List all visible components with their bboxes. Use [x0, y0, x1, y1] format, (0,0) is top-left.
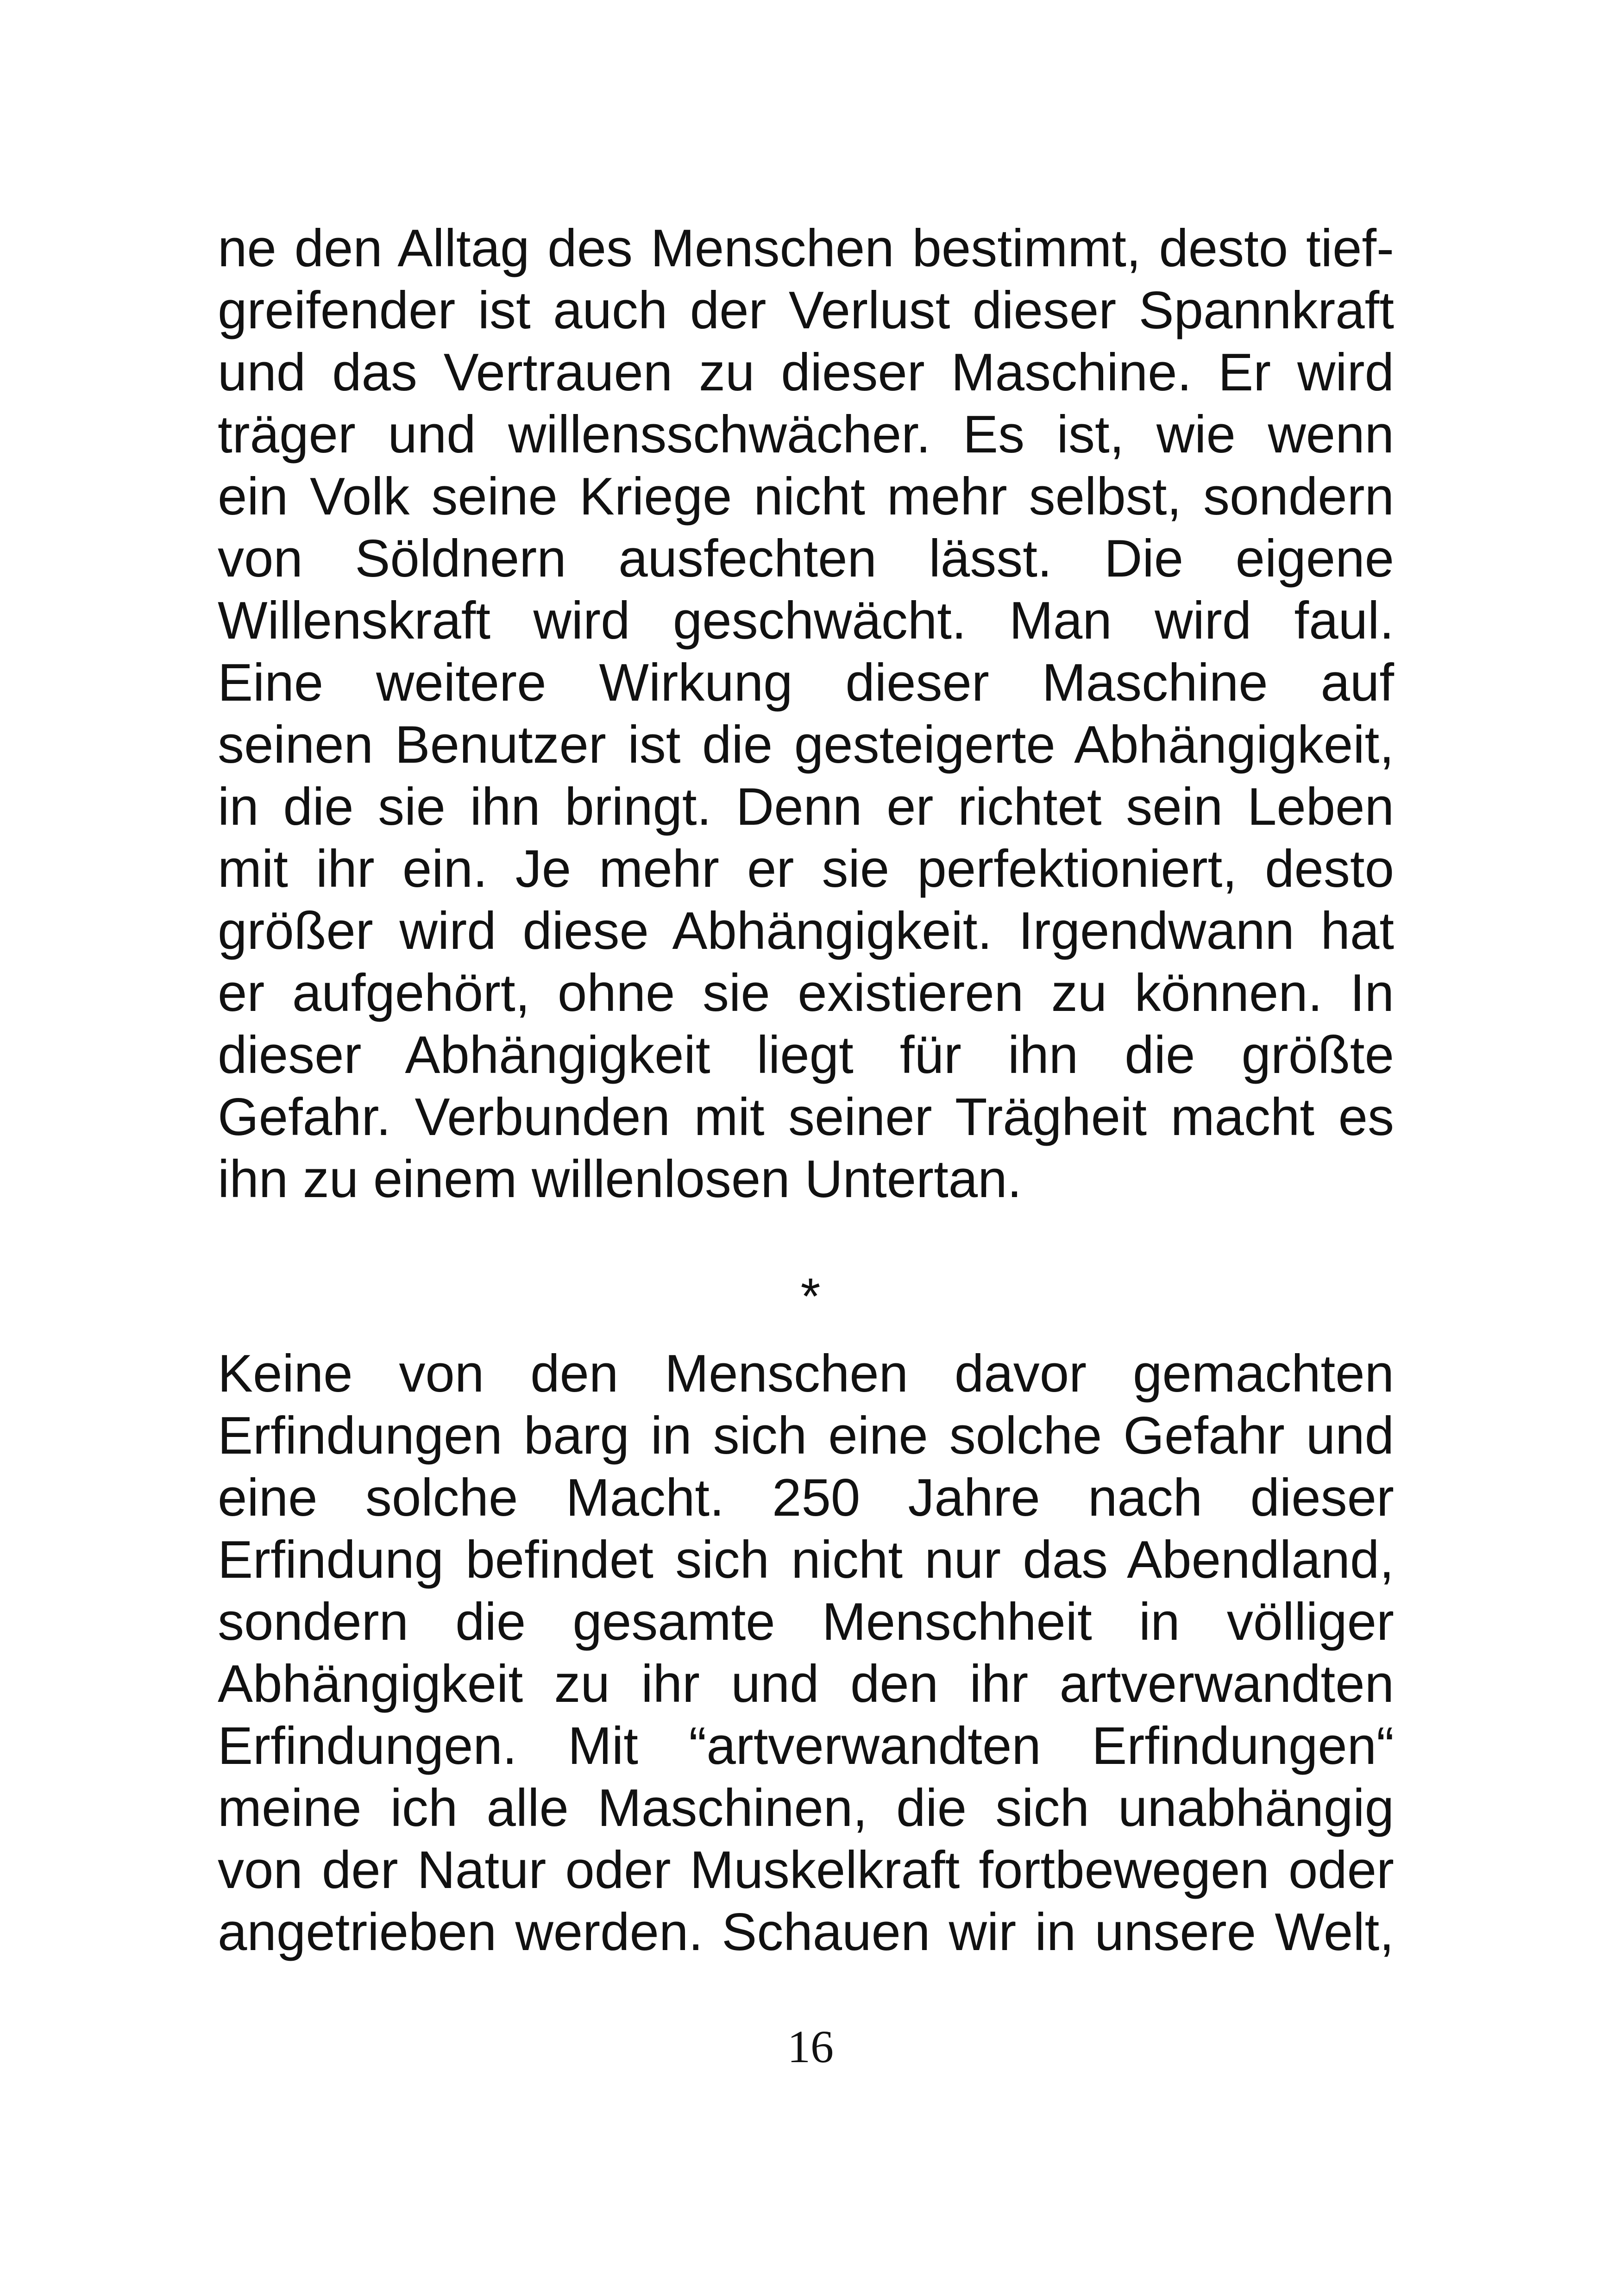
text-line: sondern die gesamte Menschheit in völliger	[218, 1593, 1394, 1651]
text-line: seinen Benutzer ist die gesteigerte Abhängigkeit,	[218, 715, 1394, 774]
paragraph-1	[218, 218, 1394, 1211]
text-line: ein Volk seine Kriege nicht mehr selbst, sondern	[218, 467, 1394, 526]
text-line: ihn zu einem willenlosen Untertan.	[218, 1150, 1022, 1209]
text-line: Erfindungen. Mit “artverwandten Erfindungen“	[218, 1717, 1394, 1775]
text-line: größer wird diese Abhängigkeit. Irgendwann hat	[218, 902, 1394, 960]
paragraph-2	[218, 1343, 1394, 1964]
text-line: eine solche Macht. 250 Jahre nach dieser	[218, 1468, 1394, 1527]
text-line: Eine weitere Wirkung dieser Maschine auf	[218, 653, 1394, 712]
text-line: Erfindungen barg in sich eine solche Gefahr und	[218, 1406, 1394, 1465]
text-line: Gefahr. Verbunden mit seiner Trägheit macht es	[218, 1088, 1394, 1147]
text-line: dieser Abhängigkeit liegt für ihn die größte	[218, 1026, 1394, 1085]
text-line: in die sie ihn bringt. Denn er richtet sein Leben	[218, 778, 1394, 836]
section-separator: *	[800, 1268, 821, 1325]
text-line: ne den Alltag des Menschen bestimmt, desto tief-	[218, 219, 1394, 278]
text-line: er aufgehört, ohne sie existieren zu können. In	[218, 964, 1394, 1023]
text-line: mit ihr ein. Je mehr er sie perfektioniert, desto	[218, 840, 1394, 898]
text-line: Willenskraft wird geschwächt. Man wird faul.	[218, 591, 1394, 650]
text-line: von der Natur oder Muskelkraft fortbewegen oder	[218, 1841, 1394, 1900]
text-line: Erfindung befindet sich nicht nur das Abendland,	[218, 1531, 1394, 1589]
text-line: und das Vertrauen zu dieser Maschine. Er wird	[218, 343, 1394, 402]
text-line: greifender ist auch der Verlust dieser Spannkraft	[218, 281, 1394, 340]
text-line: angetrieben werden. Schauen wir in unsere Welt,	[218, 1903, 1394, 1962]
text-line: von Söldnern ausfechten lässt. Die eigene	[218, 529, 1394, 588]
page-number: 16	[787, 2021, 834, 2072]
text-line: Abhängigkeit zu ihr und den ihr artverwandten	[218, 1655, 1394, 1713]
text-line: Keine von den Menschen davor gemachten	[218, 1344, 1394, 1403]
text-line: träger und willensschwächer. Es ist, wie wenn	[218, 405, 1394, 464]
text-line: meine ich alle Maschinen, die sich unabhängig	[218, 1779, 1394, 1838]
